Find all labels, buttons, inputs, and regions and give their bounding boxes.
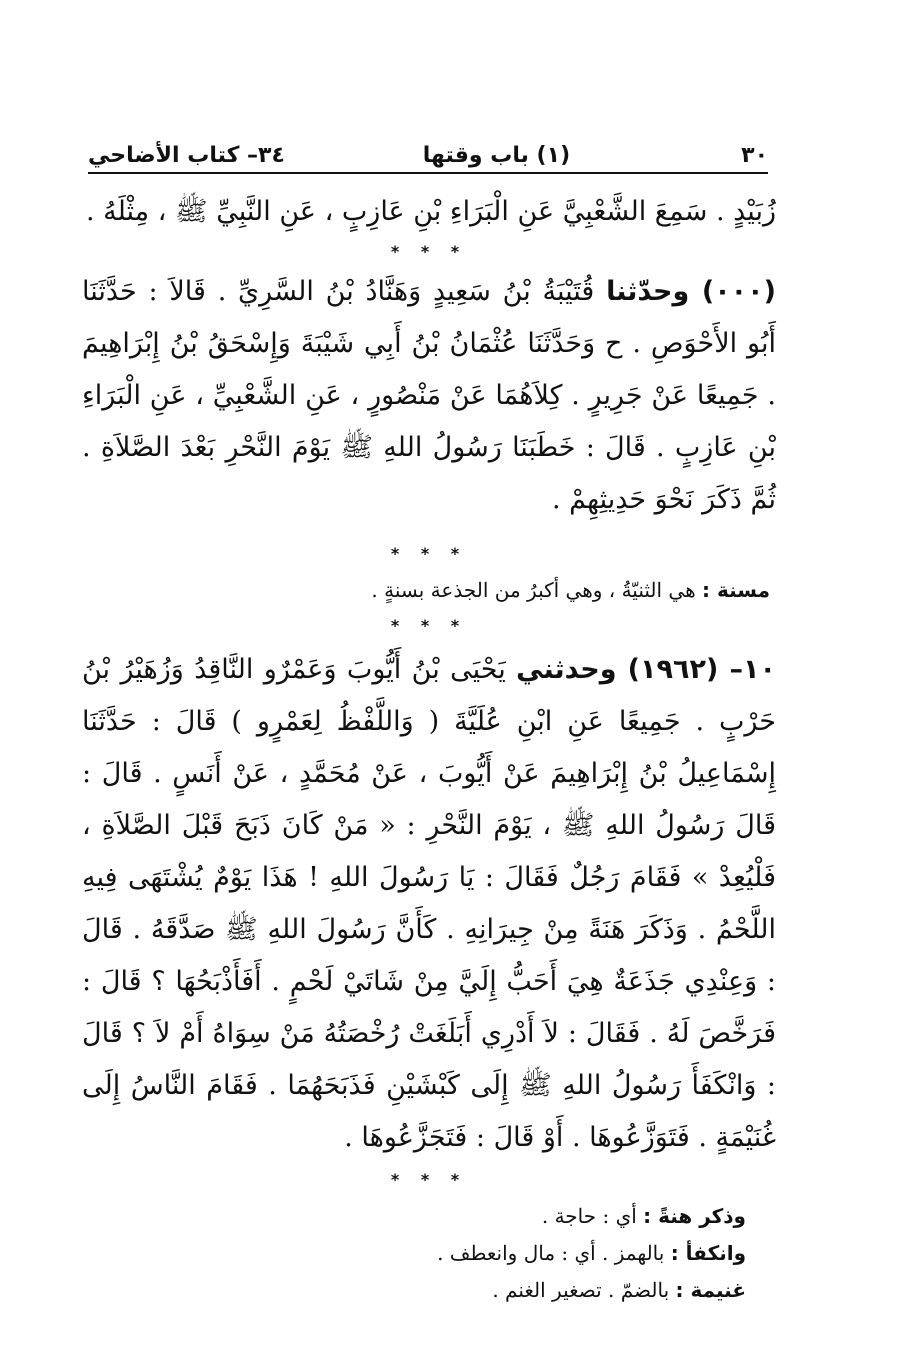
hadith-lead: (٠٠٠) وحدّثنا bbox=[606, 276, 776, 307]
page-body bbox=[82, 186, 776, 1309]
glossary-term: وذكر هنةً : bbox=[643, 1204, 746, 1228]
separator: * * * bbox=[390, 544, 468, 563]
footnote-text: هي الثنيّةُ ، وهي أكبرُ من الجذعة بسنةٍ . bbox=[371, 578, 696, 602]
page-header bbox=[88, 132, 768, 174]
hadith-text: قُتَيْبَةُ بْنُ سَعِيدٍ وَهَنَّادُ بْنُ السَّرِيِّ . قَالاَ : حَدَّثَنَا أَبُو الأَحْوَصِ . ح وَحَدَّثَنَا عُثْمَانُ بْنُ أَبِي شَيْبَةَ وَإِسْحَقُ بْنُ إِبْرَاهِيمَ . جَمِيعًا عَنْ جَرِيرٍ . كِلاَهُمَا عَنْ مَنْصُورٍ ، عَنِ الشَّعْبِيِّ ، عَنِ الْبَرَاءِ بْنِ عَازِبٍ . قَالَ : خَطَبَنَا رَسُولُ اللهِ ﷺ يَوْمَ النَّحْرِ بَعْدَ الصَّلاَةِ . ثُمَّ ذَكَرَ نَحْوَ حَدِيثِهِمْ . bbox=[82, 276, 776, 515]
glossary bbox=[82, 1198, 746, 1309]
separator: * * * bbox=[390, 616, 468, 635]
book-title: ٣٤– كتاب الأضاحي bbox=[88, 143, 285, 168]
glossary-text: بالضمّ . تصغير الغنم . bbox=[492, 1278, 670, 1302]
separator: * * * bbox=[390, 242, 468, 261]
glossary-text: أي : حاجة . bbox=[541, 1204, 637, 1228]
hadith-paragraph bbox=[82, 266, 776, 526]
glossary-item bbox=[82, 1198, 746, 1235]
glossary-item bbox=[82, 1235, 746, 1272]
hadith-lead: ١٠– (١٩٦٢) وحدثني bbox=[516, 654, 776, 685]
chapter-title: (١) باب وقتها bbox=[422, 143, 571, 168]
page-number: ٣٠ bbox=[741, 143, 768, 168]
glossary-term: وانكفأ : bbox=[670, 1241, 746, 1265]
separator: * * * bbox=[390, 1170, 468, 1189]
hadith-text: يَحْيَى بْنُ أَيُّوبَ وَعَمْرٌو النَّاقِدُ وَزُهَيْرُ بْنُ حَرْبٍ . جَمِيعًا عَنِ ابْنِ عُلَيَّةَ ( وَاللَّفْظُ لِعَمْرٍو ) قَالَ : حَدَّثَنَا إِسْمَاعِيلُ بْنُ إِبْرَاهِيمَ عَنْ أَيُّوبَ ، عَنْ مُحَمَّدٍ ، عَنْ أَنَسٍ . قَالَ : قَالَ رَسُولُ اللهِ ﷺ ، يَوْمَ النَّحْرِ : « مَنْ كَانَ ذَبَحَ قَبْلَ الصَّلاَةِ ، فَلْيُعِدْ » فَقَامَ رَجُلٌ فَقَالَ : يَا رَسُولَ اللهِ ! هَذَا يَوْمٌ يُشْتَهَى فِيهِ اللَّحْمُ . وَذَكَرَ هَنَةً مِنْ جِيرَانِهِ . كَأَنَّ رَسُولَ اللهِ ﷺ صَدَّقَهُ . قَالَ : وَعِنْدِي جَذَعَةٌ هِيَ أَحَبُّ إِلَيَّ مِنْ شَاتَيْ لَحْمٍ . أَفَأَذْبَحُهَا ؟ قَالَ : فَرَخَّصَ لَهُ . فَقَالَ : لاَ أَدْرِي أَبَلَغَتْ رُخْصَتُهُ مَنْ سِوَاهُ أَمْ لاَ ؟ قَالَ : وَانْكَفَأَ رَسُولُ اللهِ ﷺ إِلَى كَبْشَيْنِ فَذَبَحَهُمَا . فَقَامَ النَّاسُ إِلَى غُنَيْمَةٍ . فَتَوَزَّعُوهَا . أَوْ قَالَ : فَتَجَزَّعُوهَا . bbox=[82, 654, 776, 1153]
continuation-text: زُبَيْدٍ . سَمِعَ الشَّعْبِيَّ عَنِ الْبَرَاءِ بْنِ عَازِبٍ ، عَنِ النَّبِيِّ ﷺ ، مِثْلَهُ . bbox=[85, 196, 776, 227]
glossary-item bbox=[82, 1272, 746, 1309]
glossary-term: غنيمة : bbox=[675, 1278, 746, 1302]
footnote bbox=[82, 572, 776, 608]
footnote-term: مسنة : bbox=[702, 578, 770, 602]
hadith-paragraph bbox=[82, 644, 776, 1164]
glossary-text: بالهمز . أي : مال وانعطف . bbox=[437, 1241, 665, 1265]
